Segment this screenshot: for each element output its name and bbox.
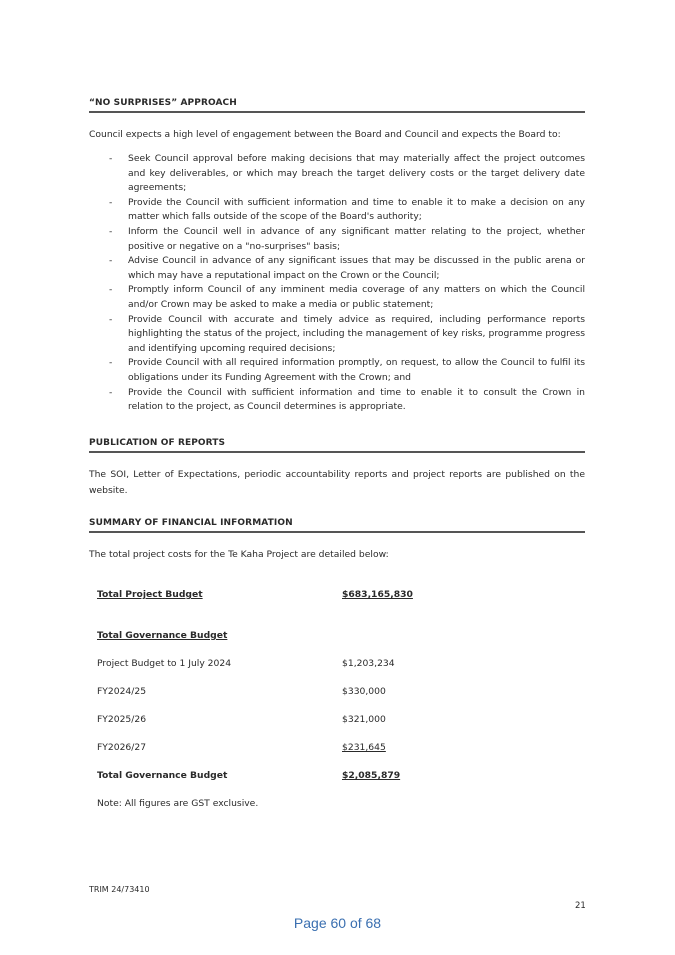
budget-row-value: $1,203,234 <box>342 658 395 669</box>
page-number: 21 <box>575 901 586 911</box>
budget-row-value: $321,000 <box>342 714 386 725</box>
section-heading-no-surprises: “NO SURPRISES” APPROACH <box>89 98 585 113</box>
no-surprises-intro: Council expects a high level of engagement between the Board and Council and expects the Board to: <box>89 129 561 140</box>
bullet-dash-icon: - <box>109 255 113 267</box>
financial-intro: The total project costs for the Te Kaha Project are detailed below: <box>89 549 389 560</box>
bullet-dash-icon: - <box>109 196 113 208</box>
section-heading-financial: SUMMARY OF FINANCIAL INFORMATION <box>89 518 585 533</box>
total-governance-heading: Total Governance Budget <box>97 630 228 641</box>
total-project-budget-row <box>97 589 477 603</box>
total-project-budget-value: $683,165,830 <box>342 589 413 600</box>
no-surprises-bullet-list <box>89 152 585 415</box>
total-governance-budget-value: $2,085,879 <box>342 770 401 781</box>
bullet-dash-icon: - <box>109 313 113 325</box>
table-row <box>97 658 477 672</box>
table-row <box>97 742 477 756</box>
table-row <box>97 714 477 728</box>
list-item: - Inform the Council well in advance of any significant matter relating to the project, whether positive or negative on a "no-surprises" basis; <box>109 225 585 252</box>
total-governance-budget-label: Total Governance Budget <box>97 770 228 781</box>
section-heading-publication: PUBLICATION OF REPORTS <box>89 438 585 453</box>
list-item: - Provide the Council with sufficient information and time to enable it to make a decision on any matter which falls outside of the scope of the Board's authority; <box>109 196 585 223</box>
bullet-dash-icon: - <box>109 357 113 369</box>
list-item: - Promptly inform Council of any imminent media coverage of any matters on which the Council and/or Crown may be asked to make a media or public statement; <box>109 284 585 310</box>
bullet-dash-icon: - <box>109 153 113 164</box>
budget-row-label: Project Budget to 1 July 2024 <box>97 658 232 669</box>
budget-row-label: FY2026/27 <box>97 742 147 753</box>
budget-row-value: $231,645 <box>342 742 386 753</box>
budget-row-label: FY2024/25 <box>97 686 147 697</box>
budget-row-value: $330,000 <box>342 686 386 697</box>
list-item: - Provide the Council with sufficient information and time to enable it to consult the Crown in relation to the project, as Council determines is appropriate. <box>109 386 585 413</box>
budget-row-label: FY2025/26 <box>97 714 147 725</box>
trim-reference: TRIM 24/73410 <box>89 885 150 894</box>
total-governance-budget-row <box>97 770 477 784</box>
gst-note: Note: All figures are GST exclusive. <box>97 798 259 809</box>
bullet-dash-icon: - <box>109 225 113 237</box>
page-of-footer: Page 60 of 68 <box>293 915 382 931</box>
table-row <box>97 686 477 700</box>
bullet-dash-icon: - <box>109 284 113 296</box>
list-item: - Seek Council approval before making decisions that may materially affect the project outcomes and key deliverables, or which may breach the target delivery costs or the target delivery date agreements; <box>109 153 585 194</box>
list-item: - Provide Council with all required information promptly, on request, to allow the Council to fulfil its obligations under its Funding Agreement with the Crown; and <box>109 357 585 383</box>
publication-text: The SOI, Letter of Expectations, periodic accountability reports and project reports are published on the website. <box>89 469 585 496</box>
total-project-budget-label: Total Project Budget <box>97 589 203 600</box>
governance-heading-row <box>97 630 477 644</box>
list-item: - Advise Council in advance of any significant issues that may be discussed in the public arena or which may have a reputational impact on the Crown or the Council; <box>109 255 585 281</box>
bullet-dash-icon: - <box>109 386 113 398</box>
list-item: - Provide Council with accurate and timely advice as required, including performance reports highlighting the status of the project, including the management of key risks, programme progress and identifying upcoming required decisions; <box>109 313 585 354</box>
